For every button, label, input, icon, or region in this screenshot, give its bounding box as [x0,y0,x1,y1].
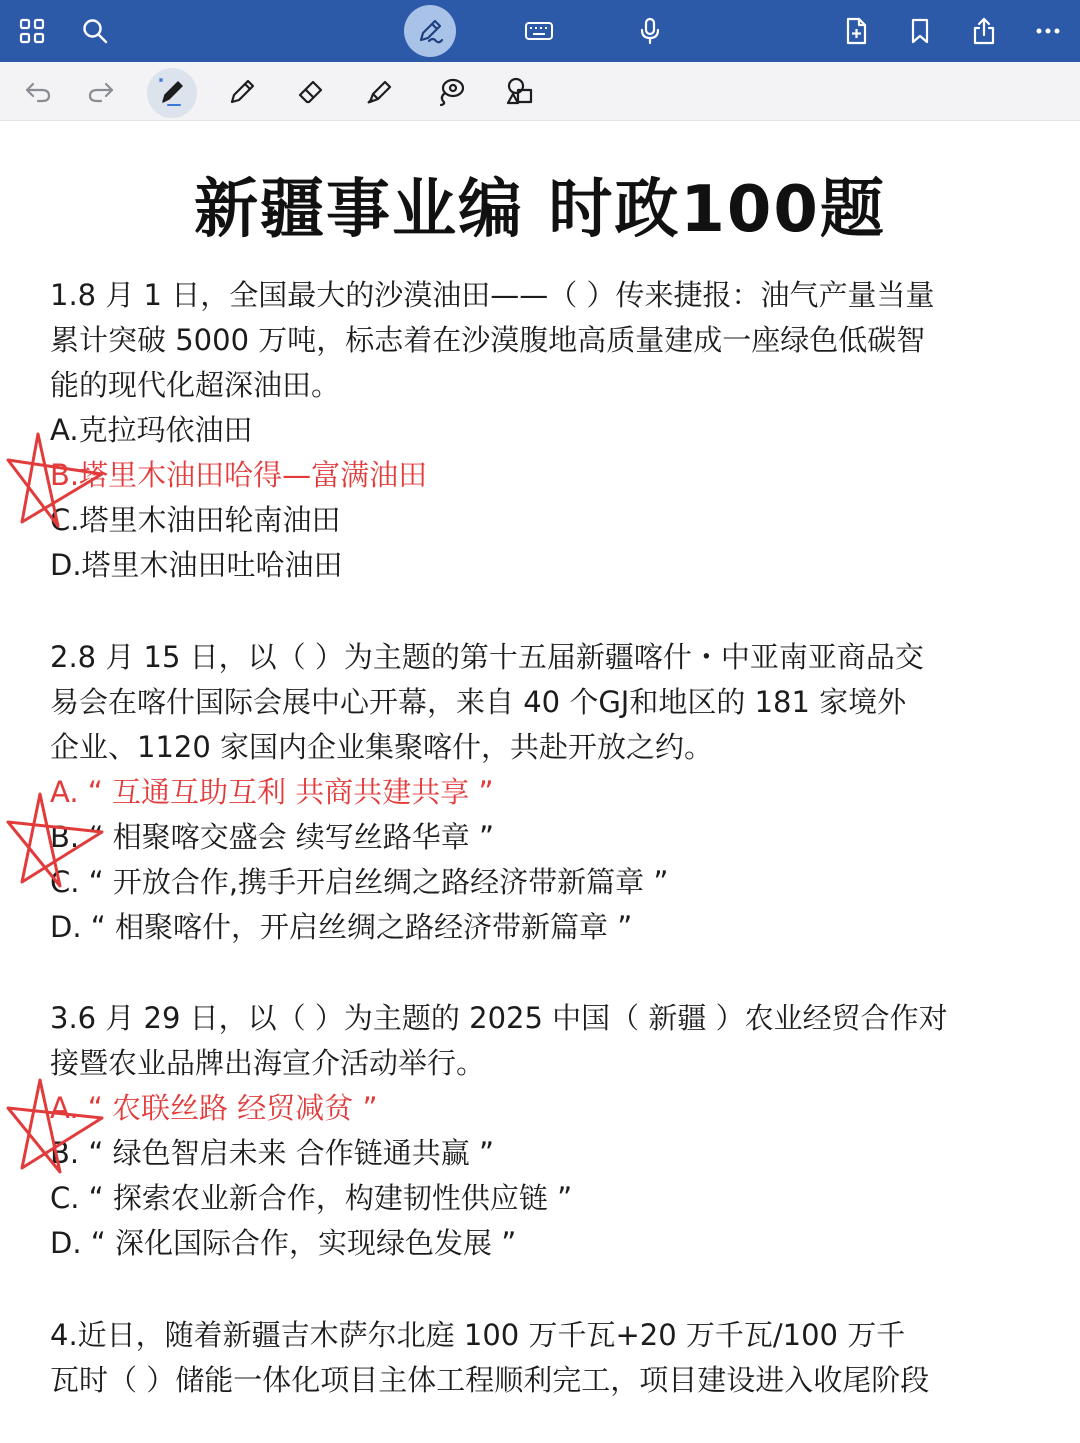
question-2-line-3: 企业、1120 家国内企业集聚喀什，共赴开放之约。 [50,730,714,764]
bookmark-icon[interactable] [898,9,942,53]
question-2-line-2: 易会在喀什国际会展中心开幕，来自 40 个GJ和地区的 181 家境外 [50,685,907,719]
page-title: 新疆事业编 时政100题 [194,173,886,247]
pencil-icon[interactable] [221,70,263,112]
share-icon[interactable] [962,9,1006,53]
question-2-option-d: D. “ 相聚喀什，开启丝绸之路经济带新篇章 ” [50,910,633,944]
question-3-option-d: D. “ 深化国际合作，实现绿色发展 ” [50,1226,517,1260]
question-4-line-1: 4.近日，随着新疆吉木萨尔北庭 100 万千瓦+20 万千瓦/100 万千 [50,1318,906,1352]
question-1-line-2: 累计突破 5000 万吨，标志着在沙漠腹地高质量建成一座绿色低碳智 [50,323,926,357]
question-2-option-b: B. “ 相聚喀交盛会 续写丝路华章 ” [50,820,495,854]
top-app-bar [0,0,1080,62]
eraser-icon[interactable] [290,70,332,112]
question-4-line-2: 瓦时（ ）储能一体化项目主体工程顺利完工，项目建设进入收尾阶段 [50,1363,930,1397]
undo-icon[interactable] [17,70,59,112]
question-1-option-b: B.塔里木油田哈得—富满油田 [50,458,428,492]
question-3-option-b: B. “ 绿色智启未来 合作链通共赢 ” [50,1136,495,1170]
question-1-option-d: D.塔里木油田吐哈油田 [50,548,343,582]
question-1-line-1: 1.8 月 1 日，全国最大的沙漠油田——（ ）传来捷报：油气产量当量 [50,278,935,312]
question-3-option-a: A. “ 农联丝路 经贸减贫 ” [50,1091,378,1125]
lasso-icon[interactable] [430,70,472,112]
redo-icon[interactable] [80,70,122,112]
stylus-icon[interactable] [151,70,193,112]
question-3-option-c: C. “ 探索农业新合作，构建韧性供应链 ” [50,1181,573,1215]
keyboard-icon[interactable] [517,9,561,53]
question-3-line-1: 3.6 月 29 日，以（ ）为主题的 2025 中国（ 新疆 ）农业经贸合作对 [50,1001,948,1035]
question-2-option-a: A. “ 互通互助互利 共商共建共享 ” [50,775,494,809]
microphone-icon[interactable] [628,9,672,53]
question-1-option-a: A.克拉玛依油田 [50,413,253,447]
grid-icon[interactable] [10,9,54,53]
shapes-icon[interactable] [499,70,541,112]
highlighter-icon[interactable] [359,70,401,112]
question-3-line-2: 接暨农业品牌出海宣介活动举行。 [50,1046,486,1080]
question-2-line-1: 2.8 月 15 日，以（ ）为主题的第十五届新疆喀什・中亚南亚商品交 [50,640,924,674]
question-1-option-c: C.塔里木油田轮南油田 [50,503,341,537]
question-2-option-c: C. “ 开放合作,携手开启丝绸之路经济带新篇章 ” [50,865,669,899]
search-icon[interactable] [73,9,117,53]
more-icon[interactable] [1026,9,1070,53]
pen-icon[interactable] [404,5,456,57]
question-1-line-3: 能的现代化超深油田。 [50,368,341,402]
drawing-toolbar [0,62,1080,121]
add-page-icon[interactable] [834,9,878,53]
